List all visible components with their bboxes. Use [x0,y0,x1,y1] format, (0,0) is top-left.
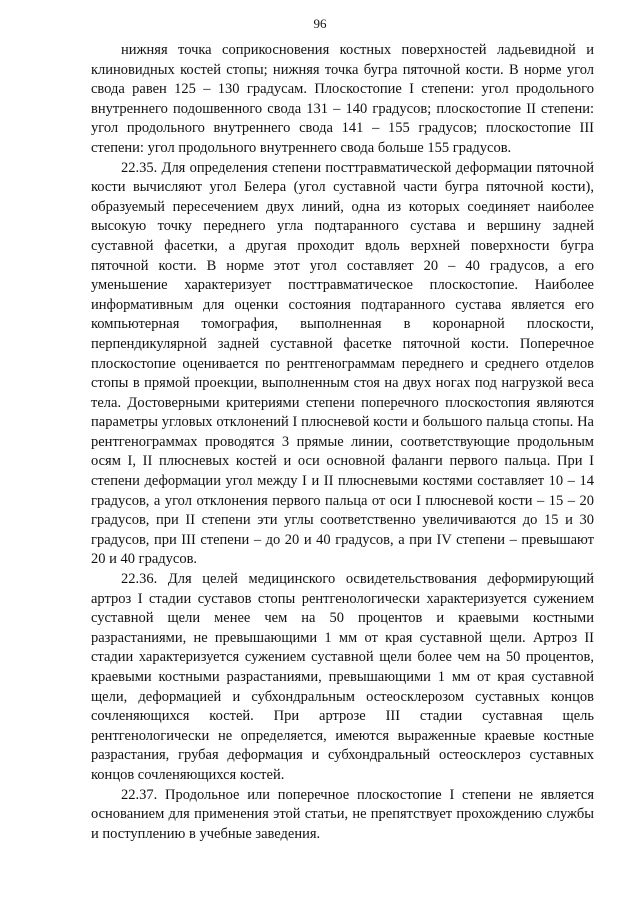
document-body [91,41,594,844]
paragraph-22-35: 22.35. Для определения степени посттравматической деформации пяточной кости вычисляют угол Белера (угол суставной части бугра пяточной кости), образуемый пересечением двух линий, одна из которых соединяет наиболее высокую точку переднего угла подтаранного сустава и вершину задней суставной фасетки, а другая проходит вдоль верхней поверхности бугра пяточной кости. В норме этот угол составляет 20 – 40 градусов, а его уменьшение характеризует посттравматическое плоскостопие. Наиболее информативным для оценки состояния подтаранного сустава является его компьютерная томография, выполненная в коронарной плоскости, перпендикулярной задней суставной фасетке пяточной кости. Поперечное плоскостопие оценивается по рентгенограммам переднего и среднего отделов стопы в прямой проекции, выполненным стоя на двух ногах под нагрузкой веса тела. Достоверными критериями степени поперечного плоскостопия являются параметры угловых отклонений I плюсневой кости и большого пальца стопы. На рентгенограммах проводятся 3 прямые линии, соответствующие продольным осям I, II плюсневых костей и оси основной фаланги первого пальца. При I степени деформации угол между I и II плюсневыми костями составляет 10 – 14 градусов, а угол отклонения первого пальца от оси I плюсневой кости – 15 – 20 градусов, при II степени эти углы соответственно увеличиваются до 15 и 30 градусов, при III степени – до 20 и 40 градусов, а при IV степени – превышают 20 и 40 градусов. [91,159,594,568]
paragraph-continuation: нижняя точка соприкосновения костных поверхностей ладьевидной и клиновидных костей стопы; нижняя точка бугра пяточной кости. В норме угол свода равен 125 – 130 градусам. Плоскостопие I степени: угол продольного внутреннего подошвенного свода 131 – 140 градусов; плоскостопие II степени: угол продольного внутреннего свода 141 – 155 градусов; плоскостопие III степени: угол продольного внутреннего свода больше 155 градусов. [91,42,594,156]
page-number: 96 [313,16,327,31]
paragraph-22-36: 22.36. Для целей медицинского освидетельствования деформирующий артроз I стадии суставов стопы рентгенологически характеризуется сужением суставной щели менее чем на 50 процентов и краевыми костными разрастаниями, не превышающими 1 мм от края суставной щели. Артроз II стадии характеризуется сужением суставной щели более чем на 50 процентов, краевыми костными разрастаниями, превышающими 1 мм от края суставной щели, деформацией и субхондральным остеосклерозом суставных концов сочленяющихся костей. При артрозе III стадии суставная щель рентгенологически не определяется, имеются выраженные краевые костные разрастания, грубая деформация и субхондральный остеосклероз суставных концов сочленяющихся костей. [91,571,594,783]
paragraph-22-37: 22.37. Продольное или поперечное плоскостопие I степени не является основанием для применения этой статьи, не препятствует прохождению службы и поступлению в учебные заведения. [91,786,594,842]
